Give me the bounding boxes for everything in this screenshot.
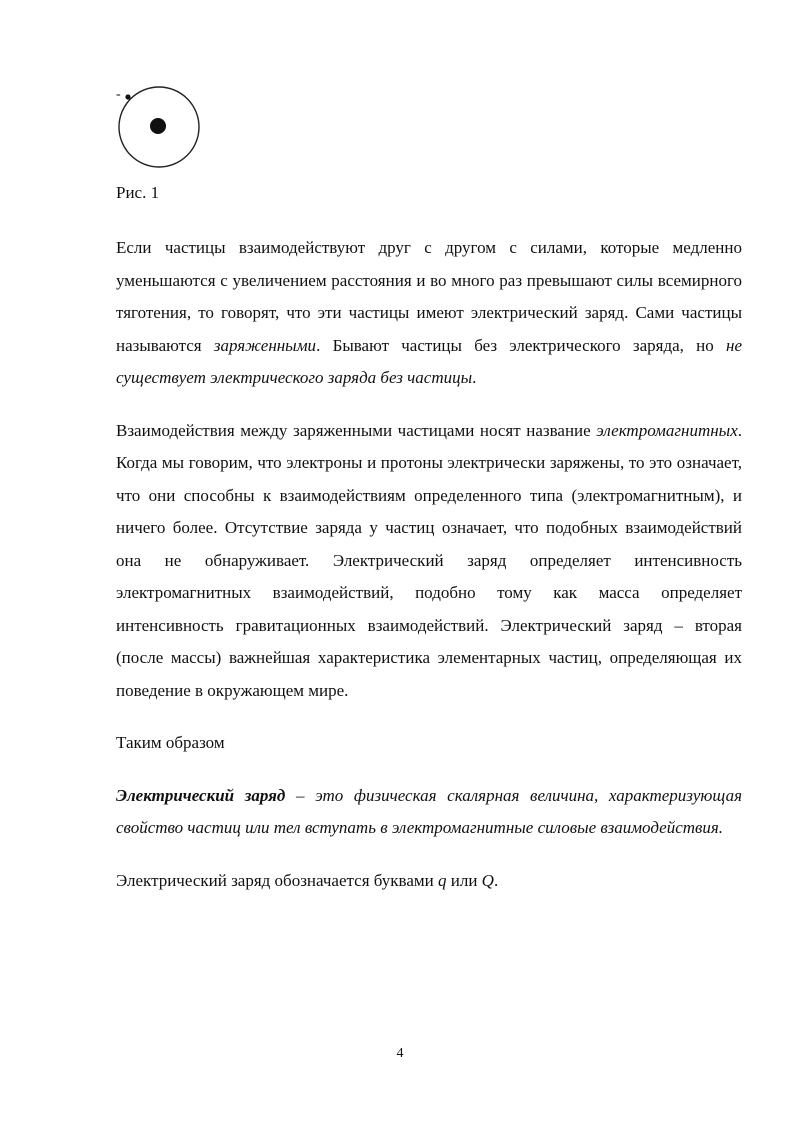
p1-text-3: . [472, 368, 477, 387]
definition-paragraph [116, 780, 742, 845]
paragraph-3: Таким образом [116, 733, 225, 752]
atom-diagram [114, 82, 204, 172]
electron-charge-mark: - [116, 87, 121, 102]
page-number: 4 [396, 1046, 404, 1061]
definition-term: Электрический заряд [116, 785, 286, 805]
p1-text-2: . Бывают частицы без электрического заряда, но [316, 335, 727, 355]
symbol-q-lower: q [437, 870, 447, 890]
document-page [116, 82, 742, 897]
atom-figure [114, 82, 204, 172]
p5-text-3: . [493, 870, 499, 890]
figure-caption: Рис. 1 [116, 183, 160, 202]
p5-text-2: или [446, 870, 482, 890]
definition-text: – это физическая скалярная величина, характеризующая свойство частиц или тел вступать в электромагнитные силовые взаимодействия. [116, 785, 743, 837]
p1-emphasis-no-charge: не существует электрического заряда без частицы [116, 335, 743, 387]
nucleus-dot [150, 118, 166, 134]
paragraph-2 [116, 415, 742, 708]
symbol-q-upper: Q [481, 870, 494, 890]
p2-emphasis-electromagnetic: электромагнитных [596, 420, 738, 440]
p1-emphasis-charged: заряженными [213, 335, 317, 355]
p2-text-2: . Когда мы говорим, что электроны и протоны электрически заряжены, то это означает, что они способны к взаимодействиям определенного типа (электромагнитным), и ничего более. Отсутствие заряда у частиц означает, что подобных взаимодействий она не обнаруживает. Электрический заряд определяет интенсивность электромагнитных взаимодействий, подобно тому как масса определяет интенсивность гравитационных взаимодействий. Электрический заряд – вторая (после массы) важнейшая характеристика элементарных частиц, определяющая их поведение в окружающем мире. [116, 420, 742, 700]
p2-text-1: Взаимодействия между заряженными частицами носят название [116, 420, 597, 440]
paragraph-1 [116, 232, 742, 395]
electron-dot [125, 94, 130, 99]
p5-text-1: Электрический заряд обозначается буквами [116, 870, 438, 890]
paragraph-5 [116, 865, 742, 898]
p1-text-1: Если частицы взаимодействуют друг с другом с силами, которые медленно уменьшаются с увеличением расстояния и во много раз превышают силы всемирного тяготения, то говорят, что эти частицы имеют электрический заряд. Сами частицы называются [116, 238, 742, 355]
